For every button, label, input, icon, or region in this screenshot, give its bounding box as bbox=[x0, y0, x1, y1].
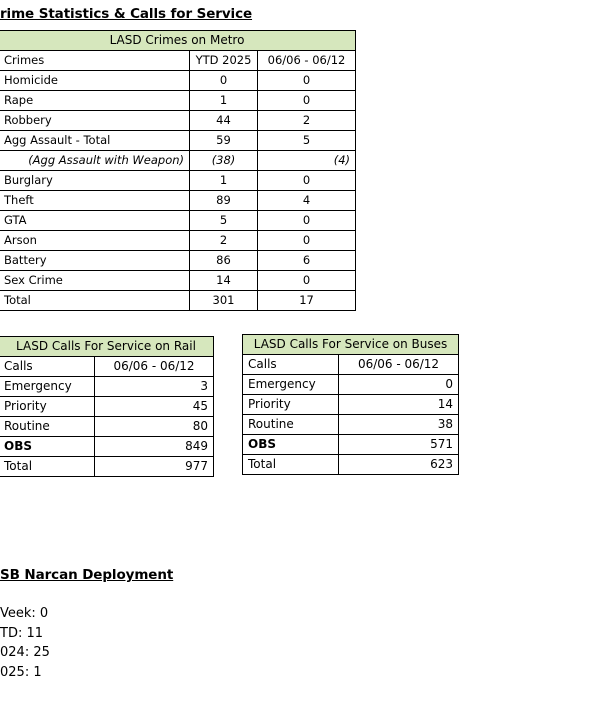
crime-ytd: 1 bbox=[190, 171, 258, 191]
table-row bbox=[243, 395, 459, 415]
rail-call-count: 977 bbox=[95, 457, 214, 477]
rail-call-count: 80 bbox=[95, 417, 214, 437]
crime-ytd: 44 bbox=[190, 111, 258, 131]
crime-week: 0 bbox=[258, 211, 356, 231]
crime-week: 0 bbox=[258, 91, 356, 111]
crime-name: Battery bbox=[0, 251, 190, 271]
bus-call-count: 623 bbox=[339, 455, 459, 475]
table-row bbox=[0, 271, 356, 291]
crime-week: 4 bbox=[258, 191, 356, 211]
rail-table-title: LASD Calls For Service on Rail bbox=[0, 337, 214, 357]
crime-name: Sex Crime bbox=[0, 271, 190, 291]
crimes-table-title-row bbox=[0, 31, 356, 51]
table-row bbox=[0, 377, 214, 397]
rail-call-type: Priority bbox=[0, 397, 95, 417]
bus-call-type: Total bbox=[243, 455, 339, 475]
crime-week: 0 bbox=[258, 271, 356, 291]
rail-header-calls: Calls bbox=[0, 357, 95, 377]
bus-call-count: 38 bbox=[339, 415, 459, 435]
rail-call-count: 45 bbox=[95, 397, 214, 417]
narcan-week-line: Veek: 0 bbox=[0, 606, 49, 621]
crime-name: Total bbox=[0, 291, 190, 311]
bus-call-type: Priority bbox=[243, 395, 339, 415]
bus-header-week: 06/06 - 06/12 bbox=[339, 355, 459, 375]
table-row bbox=[0, 251, 356, 271]
narcan-ytd-line: TD: 11 bbox=[0, 626, 44, 641]
rail-header-week: 06/06 - 06/12 bbox=[95, 357, 214, 377]
bus-header-calls: Calls bbox=[243, 355, 339, 375]
table-row bbox=[243, 375, 459, 395]
crimes-table bbox=[0, 30, 356, 311]
crime-ytd: 86 bbox=[190, 251, 258, 271]
crime-name: Robbery bbox=[0, 111, 190, 131]
table-row bbox=[0, 71, 356, 91]
crime-name: Burglary bbox=[0, 171, 190, 191]
table-row bbox=[0, 131, 356, 151]
bus-call-count: 0 bbox=[339, 375, 459, 395]
rail-calls-table bbox=[0, 336, 214, 477]
crimes-header-week: 06/06 - 06/12 bbox=[258, 51, 356, 71]
crime-week: 0 bbox=[258, 71, 356, 91]
table-row bbox=[0, 291, 356, 311]
crimes-table-title: LASD Crimes on Metro bbox=[0, 31, 356, 51]
crime-week: 2 bbox=[258, 111, 356, 131]
crime-ytd: 14 bbox=[190, 271, 258, 291]
crime-name: Theft bbox=[0, 191, 190, 211]
table-row bbox=[0, 417, 214, 437]
crime-ytd: 59 bbox=[190, 131, 258, 151]
crimes-header-crimes: Crimes bbox=[0, 51, 190, 71]
table-row bbox=[0, 211, 356, 231]
bus-call-type: Emergency bbox=[243, 375, 339, 395]
crime-ytd: 0 bbox=[190, 71, 258, 91]
crime-name: (Agg Assault with Weapon) bbox=[0, 151, 190, 171]
crime-week: 6 bbox=[258, 251, 356, 271]
crime-week: 0 bbox=[258, 231, 356, 251]
rail-call-type: Total bbox=[0, 457, 95, 477]
crime-name: Arson bbox=[0, 231, 190, 251]
bus-call-count: 571 bbox=[339, 435, 459, 455]
crime-name: GTA bbox=[0, 211, 190, 231]
rail-call-count: 3 bbox=[95, 377, 214, 397]
table-row bbox=[0, 151, 356, 171]
narcan-heading: SB Narcan Deployment bbox=[0, 567, 174, 583]
crimes-header-ytd: YTD 2025 bbox=[190, 51, 258, 71]
rail-call-count: 849 bbox=[95, 437, 214, 457]
page-title: rime Statistics & Calls for Service bbox=[0, 6, 253, 22]
crime-week: 5 bbox=[258, 131, 356, 151]
table-row bbox=[0, 191, 356, 211]
table-row bbox=[243, 435, 459, 455]
crimes-table-header-row bbox=[0, 51, 356, 71]
table-row bbox=[0, 231, 356, 251]
bus-table-title-row bbox=[243, 335, 459, 355]
crime-ytd: 1 bbox=[190, 91, 258, 111]
rail-table-header-row bbox=[0, 357, 214, 377]
crime-ytd: (38) bbox=[190, 151, 258, 171]
bus-call-type: Routine bbox=[243, 415, 339, 435]
crime-ytd: 301 bbox=[190, 291, 258, 311]
crime-ytd: 5 bbox=[190, 211, 258, 231]
rail-table-title-row bbox=[0, 337, 214, 357]
table-row bbox=[243, 455, 459, 475]
crime-ytd: 2 bbox=[190, 231, 258, 251]
table-row bbox=[0, 437, 214, 457]
crime-name: Homicide bbox=[0, 71, 190, 91]
table-row bbox=[0, 457, 214, 477]
crime-name: Rape bbox=[0, 91, 190, 111]
table-row bbox=[0, 91, 356, 111]
crime-week: (4) bbox=[258, 151, 356, 171]
bus-table-title: LASD Calls For Service on Buses bbox=[243, 335, 459, 355]
table-row bbox=[0, 397, 214, 417]
bus-call-count: 14 bbox=[339, 395, 459, 415]
bus-calls-table bbox=[242, 334, 459, 475]
bus-call-type: OBS bbox=[243, 435, 339, 455]
narcan-2024-line: 024: 25 bbox=[0, 645, 50, 660]
crime-ytd: 89 bbox=[190, 191, 258, 211]
narcan-2025-line: 025: 1 bbox=[0, 665, 42, 680]
rail-call-type: Emergency bbox=[0, 377, 95, 397]
rail-call-type: Routine bbox=[0, 417, 95, 437]
table-row bbox=[243, 415, 459, 435]
table-row bbox=[0, 171, 356, 191]
crime-week: 0 bbox=[258, 171, 356, 191]
crime-name: Agg Assault - Total bbox=[0, 131, 190, 151]
crime-week: 17 bbox=[258, 291, 356, 311]
bus-table-header-row bbox=[243, 355, 459, 375]
rail-call-type: OBS bbox=[0, 437, 95, 457]
table-row bbox=[0, 111, 356, 131]
